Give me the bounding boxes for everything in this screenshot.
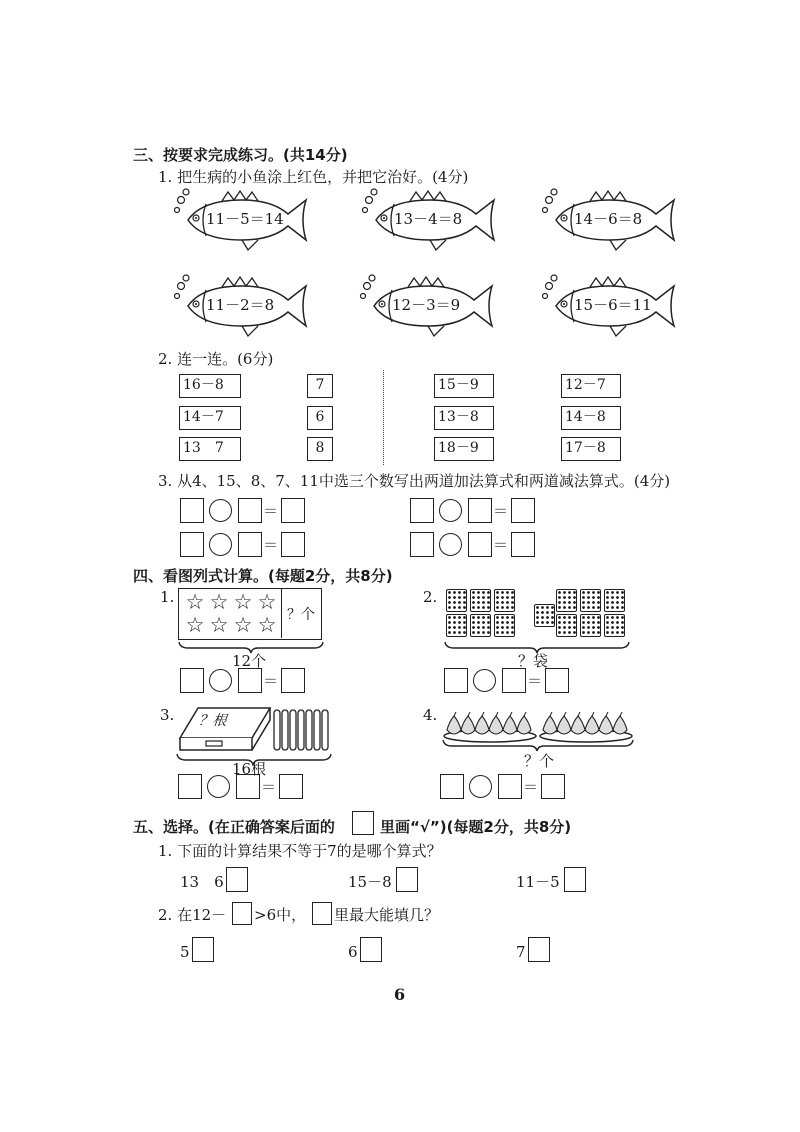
answer-box[interactable] <box>440 774 464 799</box>
choice-q2-prompt-a: 2. 在12－ <box>158 906 227 924</box>
bag-icon <box>556 614 577 637</box>
star-icon: ☆ <box>233 613 253 637</box>
fish-equation: 11－5＝14 <box>206 210 284 228</box>
q2-prompt: 2. 连一连。(6分) <box>158 350 274 368</box>
star-icon: ☆ <box>257 613 277 637</box>
fish-equation: 14－6＝8 <box>574 210 643 228</box>
answer-box[interactable] <box>180 668 204 693</box>
match-left-num-2[interactable]: 6 <box>307 406 333 430</box>
match-right-result-2[interactable]: 14－8 <box>561 406 621 430</box>
choice-q1-prompt: 1. 下面的计算结果不等于7的是哪个算式？ <box>158 842 442 860</box>
equals-sign: ＝ <box>263 502 279 520</box>
answer-box[interactable] <box>238 668 262 693</box>
equals-sign: ＝ <box>523 778 539 796</box>
bag-icon <box>580 614 601 637</box>
bag-icon <box>604 589 625 612</box>
answer-box[interactable] <box>502 668 526 693</box>
star-icon: ☆ <box>209 613 229 637</box>
match-left-expr-2[interactable]: 14－7 <box>179 406 241 430</box>
fish-figure[interactable] <box>360 188 500 252</box>
bag-icon <box>470 614 491 637</box>
section-5-title-a: 五、选择。(在正确答案后面的 <box>133 818 335 836</box>
choice-q2-box-3[interactable] <box>528 937 550 962</box>
choice-q1-option-1: 13 6 <box>180 873 224 891</box>
star-icon: ☆ <box>185 613 205 637</box>
answer-box[interactable] <box>498 774 522 799</box>
choice-q2-inline-box-1 <box>232 902 252 925</box>
operator-circle[interactable] <box>439 499 462 522</box>
problem-4-number: 4. <box>423 706 438 724</box>
match-left-num-3[interactable]: 8 <box>307 437 333 461</box>
q1-prompt: 1. 把生病的小鱼涂上红色，并把它治好。(4分) <box>158 168 469 186</box>
bag-icon <box>446 589 467 612</box>
choice-q1-box-3[interactable] <box>564 867 586 892</box>
total-label-3: 16根 <box>232 760 267 778</box>
page-number: 6 <box>394 985 406 1004</box>
stick-box-icon <box>176 704 332 756</box>
section-4-title: 四、看图列式计算。(每题2分，共8分) <box>133 567 393 585</box>
star-icon: ☆ <box>209 590 229 614</box>
answer-box[interactable] <box>180 532 204 557</box>
choice-q2-option-3: 7 <box>516 943 526 961</box>
star-icon: ☆ <box>185 590 205 614</box>
answer-box[interactable] <box>281 668 305 693</box>
answer-box[interactable] <box>511 498 535 523</box>
answer-box[interactable] <box>410 532 434 557</box>
section-3-title: 三、按要求完成练习。(共14分) <box>133 146 348 164</box>
fish-equation: 13－4＝8 <box>394 210 463 228</box>
bag-icon <box>556 589 577 612</box>
choice-q2-box-1[interactable] <box>192 937 214 962</box>
equals-sign: ＝ <box>263 672 279 690</box>
bag-icon <box>470 589 491 612</box>
equals-sign: ＝ <box>263 536 279 554</box>
answer-box[interactable] <box>511 532 535 557</box>
bag-icon <box>446 614 467 637</box>
fish-figure[interactable] <box>358 274 498 338</box>
choice-q1-option-2: 15－8 <box>348 873 392 891</box>
choice-q2-inline-box-2 <box>312 902 332 925</box>
total-label-2: ？袋 <box>518 652 549 670</box>
answer-box[interactable] <box>410 498 434 523</box>
star-box <box>178 588 322 640</box>
answer-box[interactable] <box>279 774 303 799</box>
bag-icon <box>494 614 515 637</box>
choice-q2-option-1: 5 <box>180 943 190 961</box>
operator-circle[interactable] <box>207 775 230 798</box>
unknown-count-label: ？个 <box>287 607 315 623</box>
bag-icon <box>494 589 515 612</box>
fish-figure[interactable] <box>172 274 312 338</box>
operator-circle[interactable] <box>473 669 496 692</box>
bag-icon <box>604 614 625 637</box>
problem-3-number: 3. <box>160 706 175 724</box>
fish-equation: 15－6＝11 <box>574 296 652 314</box>
section-5-title-b: 里画“√”)(每题2分，共8分) <box>380 818 572 836</box>
equals-sign: ＝ <box>493 502 509 520</box>
bag-icon <box>534 604 555 627</box>
match-right-result-1[interactable]: 12－7 <box>561 374 621 398</box>
match-left-num-1[interactable]: 7 <box>307 374 333 398</box>
unknown-sticks-label: ？根 <box>196 713 231 729</box>
answer-box[interactable] <box>444 668 468 693</box>
equals-sign: ＝ <box>261 778 277 796</box>
choice-q1-option-3: 11－5 <box>516 873 560 891</box>
answer-box[interactable] <box>180 498 204 523</box>
problem-1-number: 1. <box>160 588 175 606</box>
operator-circle[interactable] <box>209 669 232 692</box>
star-icon: ☆ <box>257 590 277 614</box>
choice-q1-box-2[interactable] <box>396 867 418 892</box>
choice-q1-box-1[interactable] <box>226 867 248 892</box>
fish-equation: 12－3＝9 <box>392 296 461 314</box>
total-label-4: ？个 <box>524 752 555 770</box>
q3-prompt: 3. 从4、15、8、7、11中选三个数写出两道加法算式和两道减法算式。(4分) <box>158 472 671 490</box>
match-left-expr-3[interactable]: 13 7 <box>179 437 241 461</box>
answer-box[interactable] <box>238 532 262 557</box>
fish-figure[interactable] <box>172 188 312 252</box>
operator-circle[interactable] <box>209 533 232 556</box>
answer-box-sample <box>352 811 374 835</box>
answer-box[interactable] <box>281 532 305 557</box>
fish-equation: 11－2＝8 <box>206 296 275 314</box>
fish-figure[interactable] <box>540 188 680 252</box>
operator-circle[interactable] <box>469 775 492 798</box>
answer-box[interactable] <box>545 668 569 693</box>
bag-icon <box>580 589 601 612</box>
choice-q2-prompt-b: >6中， <box>254 906 307 924</box>
operator-circle[interactable] <box>439 533 462 556</box>
operator-circle[interactable] <box>209 499 232 522</box>
answer-box[interactable] <box>468 532 492 557</box>
match-right-expr-2[interactable]: 13－8 <box>434 406 494 430</box>
answer-box[interactable] <box>238 498 262 523</box>
choice-q2-prompt-c: 里最大能填几？ <box>334 906 440 924</box>
answer-box[interactable] <box>468 498 492 523</box>
divider <box>383 370 384 465</box>
choice-q2-box-2[interactable] <box>360 937 382 962</box>
total-label-1: 12个 <box>232 652 267 670</box>
problem-2-number: 2. <box>423 588 438 606</box>
answer-box[interactable] <box>541 774 565 799</box>
answer-box[interactable] <box>281 498 305 523</box>
fish-figure[interactable] <box>540 274 680 338</box>
match-right-expr-3[interactable]: 18－9 <box>434 437 494 461</box>
match-right-result-3[interactable]: 17－8 <box>561 437 621 461</box>
answer-box[interactable] <box>178 774 202 799</box>
star-icon: ☆ <box>233 590 253 614</box>
equals-sign: ＝ <box>493 536 509 554</box>
match-right-expr-1[interactable]: 15－9 <box>434 374 494 398</box>
brace-4 <box>442 738 634 752</box>
equals-sign: ＝ <box>527 672 543 690</box>
choice-q2-option-2: 6 <box>348 943 358 961</box>
match-left-expr-1[interactable]: 16－8 <box>179 374 241 398</box>
